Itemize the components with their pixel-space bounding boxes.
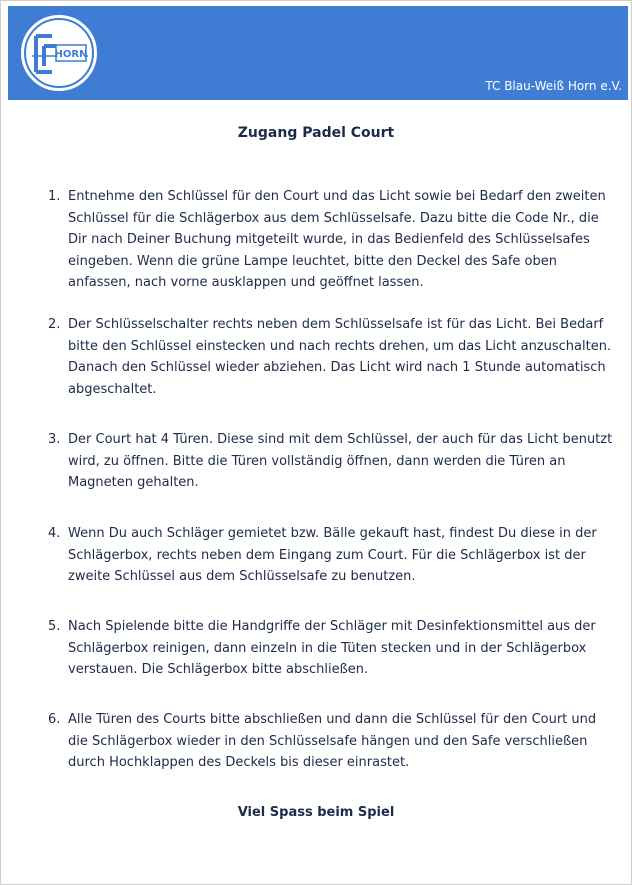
step-text: Alle Türen des Courts bitte abschließen und dann die Schlüssel für den Court und die Schlägerbox wieder in den Schlüsselsafe hängen und den Safe verschließen durch Hochklappen des Deckels bis dieser einrastet. (68, 712, 597, 770)
closing-line: Viel Spass beim Spiel (237, 805, 395, 820)
step-text: Nach Spielende bitte die Handgriffe der Schläger mit Desinfektionsmittel aus der Schlägerbox reinigen, dann einzeln in die Tüten stecken und in der Schlägerbox verstauen. Die Schlägerbox bitte abschließen. (68, 619, 596, 677)
step-text: Der Schlüsselschalter rechts neben dem Schlüsselsafe ist für das Licht. Bei Bedarf bitte den Schlüssel einstecken und nach rechts drehen, um das Licht anzuschalten. Danach den Schlüssel wieder abziehen. Das Licht wird nach 1 Stunde automatisch abgeschaltet. (68, 317, 612, 397)
instruction-step-2 (48, 314, 614, 400)
instruction-step-6 (48, 709, 614, 774)
step-text: Entnehme den Schlüssel für den Court und das Licht sowie bei Bedarf den zweiten Schlüssel für die Schlägerbox aus dem Schlüsselsafe. Dazu bitte die Code Nr., die Dir nach Deiner Buchung mitgeteilt wurde, in das Bedienfeld des Schlüsselsafes eingeben. Wenn die grüne Lampe leuchtet, bitte den Deckel des Safe oben anfassen, nach vorne ausklappen und geöffnet lassen. (68, 189, 606, 290)
instruction-step-4 (48, 523, 614, 588)
step-number: 6. (48, 712, 61, 727)
step-number: 1. (48, 189, 61, 204)
document-title: Zugang Padel Court (237, 125, 395, 141)
club-logo-icon (18, 12, 100, 94)
header-banner (8, 6, 628, 100)
instruction-step-1 (48, 186, 614, 294)
step-number: 4. (48, 526, 61, 541)
step-number: 2. (48, 317, 61, 332)
step-text: Der Court hat 4 Türen. Diese sind mit dem Schlüssel, der auch für das Licht benutzt wird, zu öffnen. Bitte die Türen vollständig öffnen, dann werden die Türen an Magneten gehalten. (68, 432, 613, 490)
logo-text: HORN (54, 49, 88, 60)
step-number: 5. (48, 619, 61, 634)
instruction-step-5 (48, 616, 614, 681)
step-number: 3. (48, 432, 61, 447)
instruction-step-3 (48, 429, 614, 494)
club-name: TC Blau-Weiß Horn e.V. (485, 79, 622, 93)
step-text: Wenn Du auch Schläger gemietet bzw. Bälle gekauft hast, findest Du diese in der Schlägerbox, rechts neben dem Eingang zum Court. Für die Schlägerbox ist der zweite Schlüssel aus dem Schlüsselsafe zu benutzen. (68, 526, 597, 584)
